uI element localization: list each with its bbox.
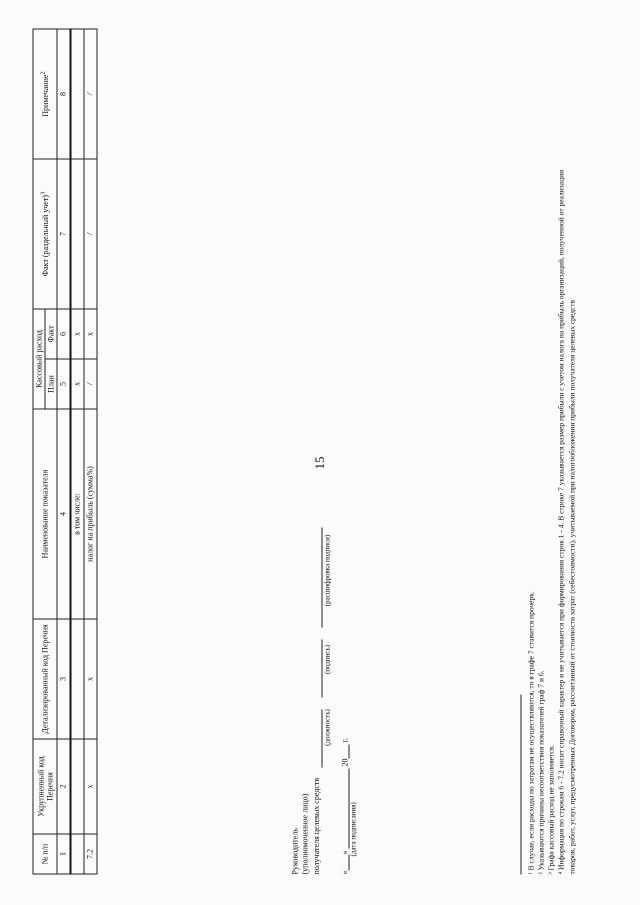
- column-number: 8: [57, 29, 70, 159]
- column-number: 4: [57, 409, 70, 619]
- signature-block: [290, 517, 332, 875]
- date-row: [338, 738, 357, 874]
- header-detailed-code: Детализированный код Перечня: [33, 619, 57, 739]
- header-fact: Факт: [45, 309, 57, 359]
- cell-fact: x: [70, 309, 84, 359]
- header-cash-expense: Кассовый расход: [33, 309, 45, 409]
- table-row: [70, 29, 84, 874]
- position-caption: (должность): [322, 709, 331, 746]
- signature-captions: [322, 517, 332, 875]
- month-line: [338, 769, 349, 849]
- cell-name: в том числе:: [70, 409, 84, 619]
- cell-fact: x: [83, 309, 96, 359]
- header-indicator-name: Наименование показателя: [33, 409, 57, 619]
- footnote: ² Указываются причины несоответствия показателей граф 7 и 6.: [536, 670, 546, 875]
- cell-enlarged: x: [83, 739, 96, 834]
- cell-fact-separate: [70, 159, 84, 309]
- date-open-quote: «: [340, 870, 349, 875]
- header-plan: План: [45, 359, 57, 409]
- table-row: [83, 29, 96, 874]
- footnote-divider: [520, 695, 521, 875]
- decode-caption: (расшифровка подписи): [322, 534, 331, 607]
- cell-note: [70, 29, 84, 159]
- signature-head: Руководитель: [290, 828, 299, 875]
- column-number-row: [57, 29, 70, 874]
- column-number: 2: [57, 739, 70, 834]
- signature-authorized: (уполномоченное лицо): [300, 793, 310, 875]
- year-prefix: 20: [340, 758, 349, 767]
- position-line: [311, 710, 322, 768]
- cell-enlarged: [70, 739, 84, 834]
- footnotes: [526, 30, 577, 875]
- cell-fact-separate: /: [83, 159, 96, 309]
- date-caption: (дата подписания): [349, 802, 357, 857]
- signature-caption: (подпись): [322, 644, 331, 675]
- footnote: ⁴ Информация по строкам 6 - 7.2 носит справочный характер и не учитывается при формировании строк 1 - 4. В строке 7 указывается размер прибыли с учетом налога на прибыль организаций, полученной от реализации: [556, 169, 566, 875]
- cell-num: 7.2: [83, 834, 96, 874]
- date-close-quote: »: [340, 850, 349, 855]
- report-table: [32, 28, 97, 874]
- cell-plan: /: [83, 359, 96, 409]
- cell-num: [70, 834, 84, 874]
- column-number: 6: [57, 309, 70, 359]
- decode-line: [311, 528, 322, 628]
- column-number: 5: [57, 359, 70, 409]
- signature-line: [311, 640, 322, 698]
- column-number: 3: [57, 619, 70, 739]
- column-number: 7: [57, 159, 70, 309]
- year-line: [338, 745, 349, 759]
- cell-detailed: [70, 619, 84, 739]
- header-enlarged-code: Укрупненный код Перечня: [33, 739, 57, 834]
- footnote: ¹ В случае, если расходы по затратам не осуществляются, то в графе 7 ставится прочерк.: [526, 591, 535, 875]
- footnote: товаров, работ, услуг, предусмотренных Договором, рассчитанный от стоимости затрат (себестоимости), учитываемой при налогообложении прибыли получателя целевых средств: [566, 299, 576, 875]
- cell-name: налог на прибыль (сумма%): [83, 409, 96, 619]
- day-line: [338, 855, 349, 871]
- cell-detailed: x: [83, 619, 96, 739]
- footnote: ³ Графа кассовый расход не заполняется.: [546, 745, 556, 875]
- header-note: Примечание$^2$: [33, 29, 57, 159]
- header-fact-separate: Факт (раздельный учет)$^3$: [33, 159, 57, 309]
- year-suffix: г.: [340, 738, 349, 743]
- column-number: 1: [57, 834, 70, 874]
- header-num: № п/п: [33, 834, 57, 874]
- signature-recipient: получателя целевых средств: [311, 777, 321, 875]
- cell-plan: x: [70, 359, 84, 409]
- cell-note: /: [83, 29, 96, 159]
- signature-recipient-line: [311, 517, 322, 875]
- page-number: 15: [312, 456, 327, 470]
